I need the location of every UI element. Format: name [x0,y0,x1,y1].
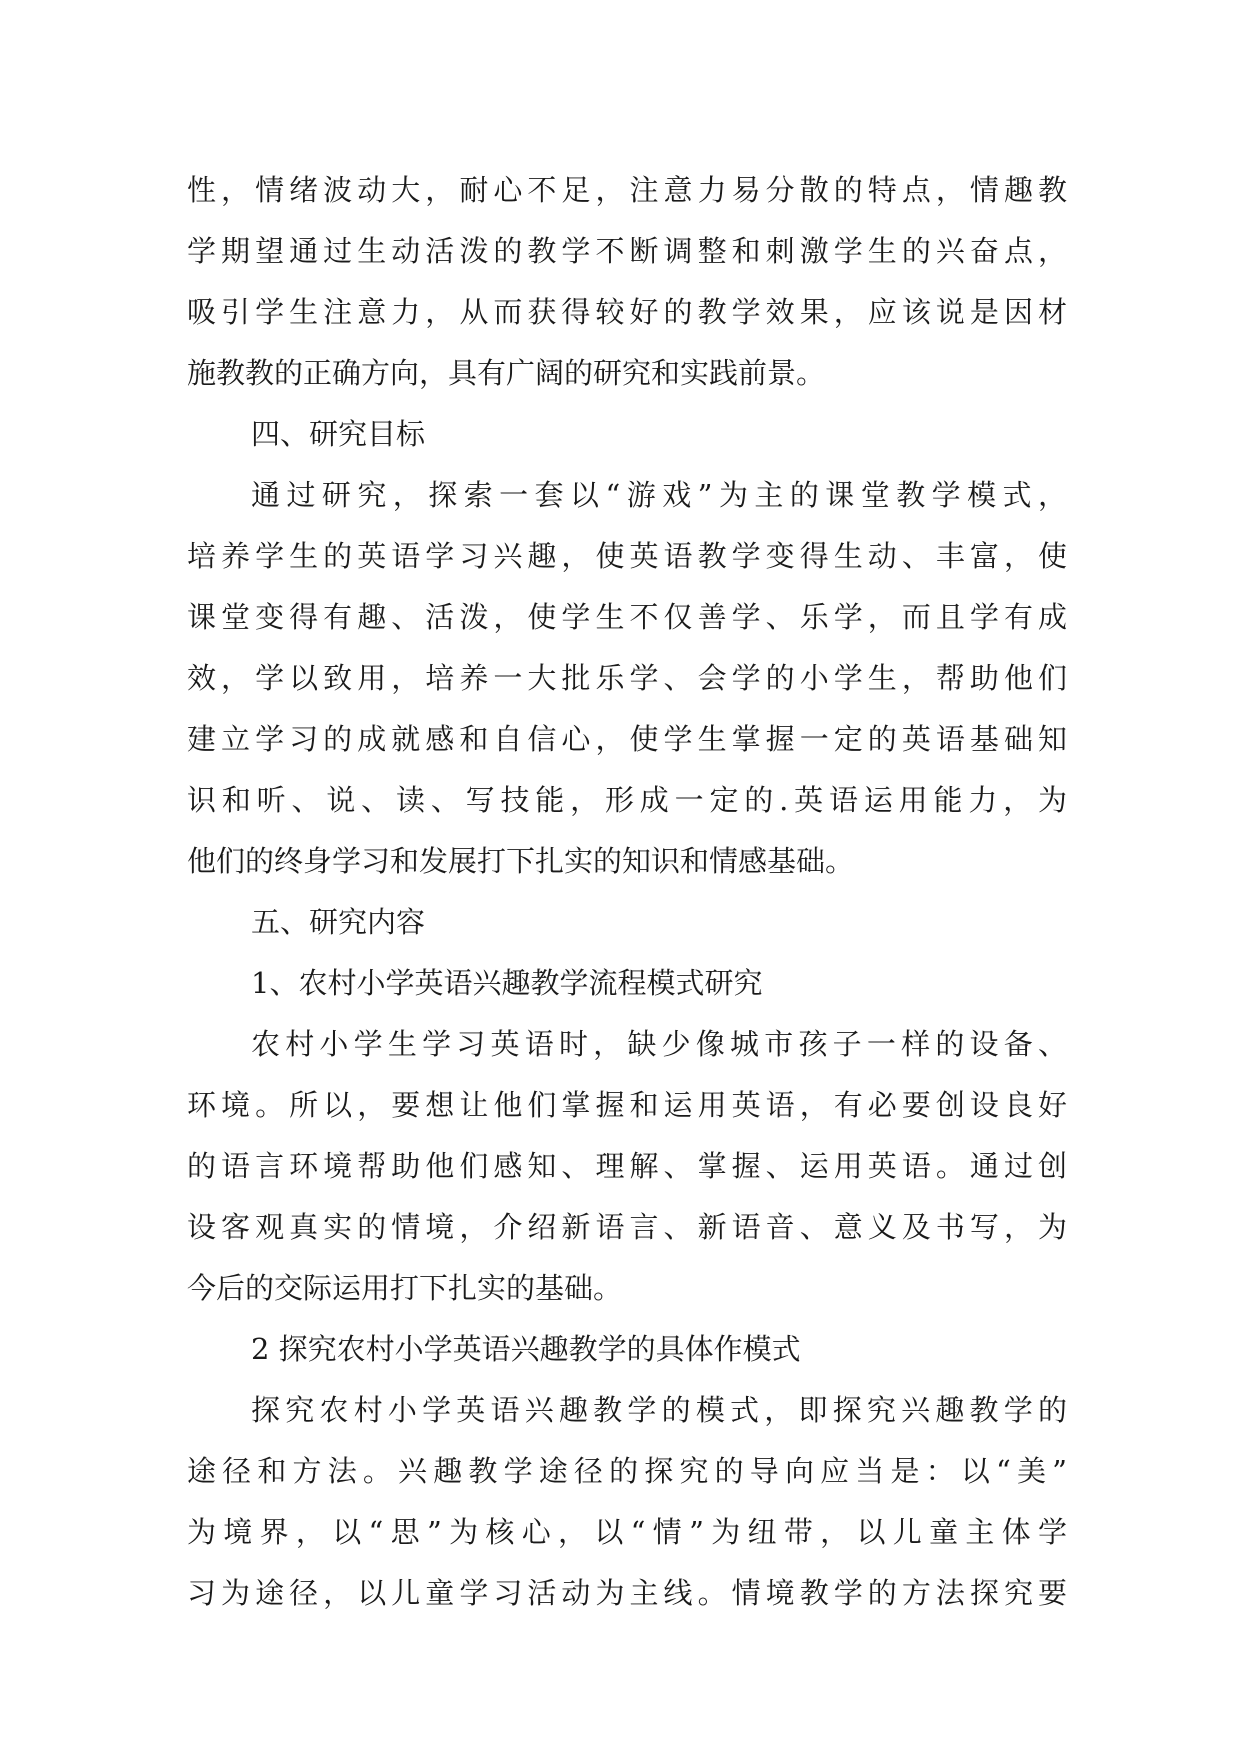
section-heading: 四、研究目标 [251,417,426,451]
paragraph-line: 环境。所以，要想让他们掌握和运用英语，有必要创设良好 [187,1088,1067,1122]
paragraph-line: 设客观真实的情境，介绍新语言、新语音、意义及书写，为 [187,1210,1067,1244]
paragraph-line: 性，情绪波动大，耐心不足，注意力易分散的特点，情趣教 [187,173,1067,207]
paragraph-line: 的语言环境帮助他们感知、理解、掌握、运用英语。通过创 [187,1149,1067,1183]
body-text [187,160,1067,1624]
paragraph-line: 习为途径，以儿童学习活动为主线。情境教学的方法探究要 [187,1576,1067,1610]
paragraph-line: 施教教的正确方向，具有广阔的研究和实践前景。 [187,356,826,390]
paragraph-line: 建立学习的成就感和自信心，使学生掌握一定的英语基础知 [187,722,1067,756]
section-heading: 1、农村小学英语兴趣教学流程模式研究 [251,966,763,1000]
section-heading: 2 探究农村小学英语兴趣教学的具体作模式 [251,1332,801,1366]
paragraph-line: 培养学生的英语学习兴趣，使英语教学变得生动、丰富，使 [187,539,1067,573]
paragraph-line: 为境界，以“思”为核心，以“情”为纽带，以儿童主体学 [187,1515,1067,1549]
paragraph-line: 吸引学生注意力，从而获得较好的教学效果，应该说是因材 [187,295,1067,329]
paragraph-line: 农村小学生学习英语时，缺少像城市孩子一样的设备、 [251,1027,1067,1061]
paragraph-line: 识和听、说、读、写技能，形成一定的.英语运用能力，为 [187,783,1067,817]
paragraph-line: 他们的终身学习和发展打下扎实的知识和情感基础。 [187,844,855,878]
paragraph-line: 探究农村小学英语兴趣教学的模式，即探究兴趣教学的 [251,1393,1067,1427]
paragraph-line: 课堂变得有趣、活泼，使学生不仅善学、乐学，而且学有成 [187,600,1067,634]
paragraph-line: 学期望通过生动活泼的教学不断调整和刺激学生的兴奋点， [187,234,1067,268]
paragraph-line: 今后的交际运用打下扎实的基础。 [187,1271,623,1305]
section-heading: 五、研究内容 [251,905,426,939]
paragraph-line: 途径和方法。兴趣教学途径的探究的导向应当是：以“美” [187,1454,1067,1488]
paragraph-line: 效，学以致用，培养一大批乐学、会学的小学生，帮助他们 [187,661,1067,695]
paragraph-line: 通过研究，探索一套以“游戏”为主的课堂教学模式， [251,478,1067,512]
